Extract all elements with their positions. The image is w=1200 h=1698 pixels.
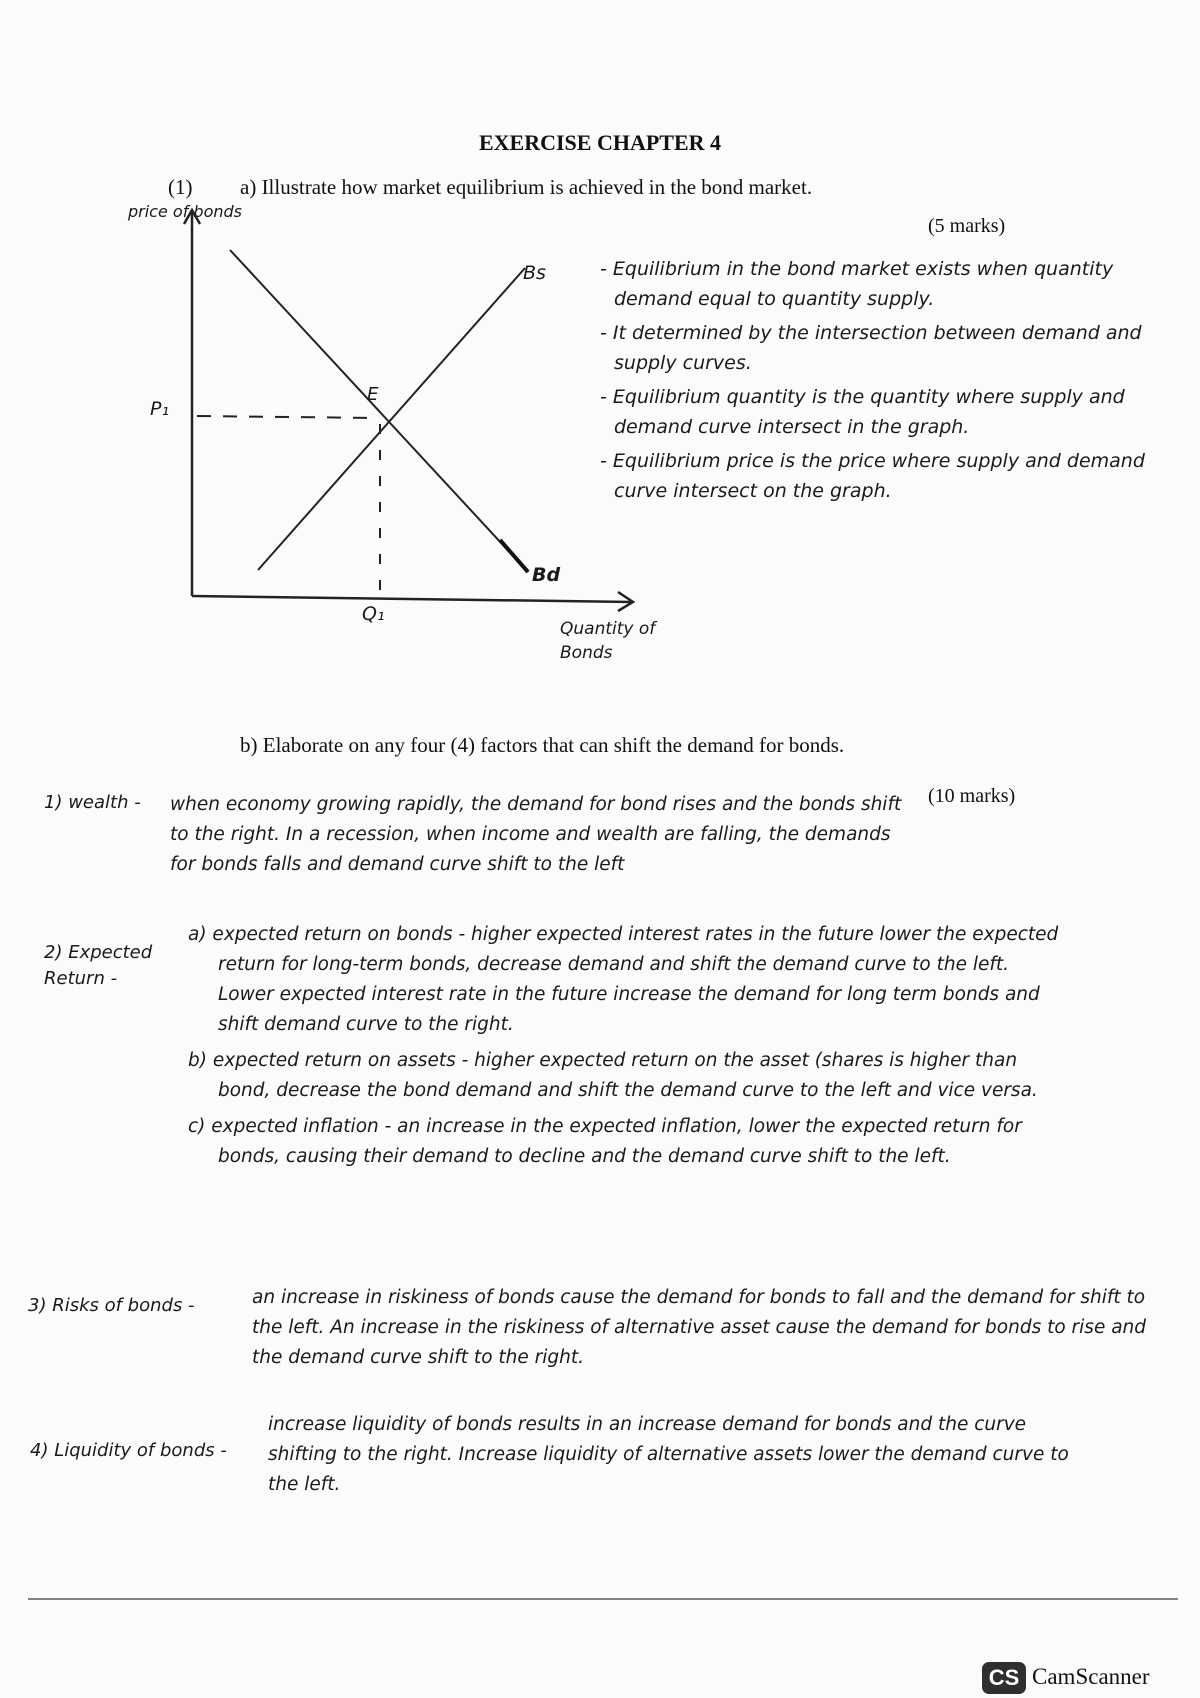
camscanner-logo-icon: CS: [982, 1662, 1026, 1694]
answer-bullet: - Equilibrium in the bond market exists when quantity demand equal to quantity supply.: [600, 258, 1114, 310]
factor-2-subpoint: b) expected return on assets - higher expected return on the asset (shares is higher than bond, decrease the bond demand and shift the demand curve to the left and vice versa.: [188, 1050, 1038, 1101]
price-label: P₁: [150, 398, 170, 420]
question-number: (1): [168, 175, 193, 199]
x-axis-label: Quantity of Bonds: [560, 619, 656, 663]
camscanner-watermark: CamScanner: [1032, 1664, 1150, 1689]
factor-4-label: 4) Liquidity of bonds -: [30, 1440, 227, 1461]
question-part-a: a) Illustrate how market equilibrium is achieved in the bond market.: [240, 175, 813, 199]
factor-2-subpoint: a) expected return on bonds - higher expected interest rates in the future lower the expected return for long-term bonds, decrease demand and shift the demand curve to the left. Lower expected interest rate in the future increase the demand for long term bonds and shift demand curve to the right.: [188, 924, 1059, 1035]
page-bottom-edge: [28, 1598, 1178, 1600]
factor-1-label: 1) wealth -: [44, 792, 141, 813]
factor-1-text: when economy growing rapidly, the demand for bond rises and the bonds shift to the right. In a recession, when income and wealth are falling, the demands for bonds falls and demand curve shift to the left: [170, 794, 902, 875]
factor-3-text: an increase in riskiness of bonds cause the demand for bonds to fall and the demand for shift to the left. An increase in the riskiness of alternative asset cause the demand for bonds to rise and the demand curve shift to the right.: [252, 1287, 1147, 1368]
factor-4-text: increase liquidity of bonds results in an increase demand for bonds and the curve shifting to the right. Increase liquidity of alternative assets lower the demand curve to the left.: [268, 1414, 1069, 1495]
answer-bullet: - Equilibrium price is the price where supply and demand curve intersect on the graph.: [600, 450, 1145, 502]
equilibrium-label: E: [367, 384, 379, 405]
part-a-marks: (5 marks): [928, 215, 1006, 237]
price-dashed-line: [197, 416, 378, 418]
answer-bullet: - It determined by the intersection between demand and supply curves.: [600, 322, 1142, 374]
factor-2-label: 2) Expected Return -: [44, 942, 153, 989]
answer-bullet: - Equilibrium quantity is the quantity where supply and demand curve intersect in the graph.: [600, 386, 1125, 438]
demand-curve-end: [500, 540, 528, 572]
part-b-marks: (10 marks): [928, 785, 1016, 807]
answer-a-bullets: [600, 254, 1160, 510]
x-axis: [192, 596, 632, 602]
factor-2-subpoint: c) expected inflation - an increase in the expected inflation, lower the expected return for bonds, causing their demand to decline and the demand curve shift to the left.: [188, 1116, 1022, 1167]
demand-curve: [230, 250, 528, 572]
quantity-label: Q₁: [362, 603, 385, 625]
factor-2-subpoints: [188, 920, 1068, 1178]
factor-3-label: 3) Risks of bonds -: [28, 1295, 195, 1316]
question-part-b: b) Elaborate on any four (4) factors that can shift the demand for bonds.: [240, 733, 845, 757]
page-title: EXERCISE CHAPTER 4: [478, 130, 722, 155]
supply-label: Bs: [523, 262, 546, 284]
demand-label: Bd: [532, 564, 561, 586]
y-axis-label: price of bonds: [128, 202, 242, 221]
